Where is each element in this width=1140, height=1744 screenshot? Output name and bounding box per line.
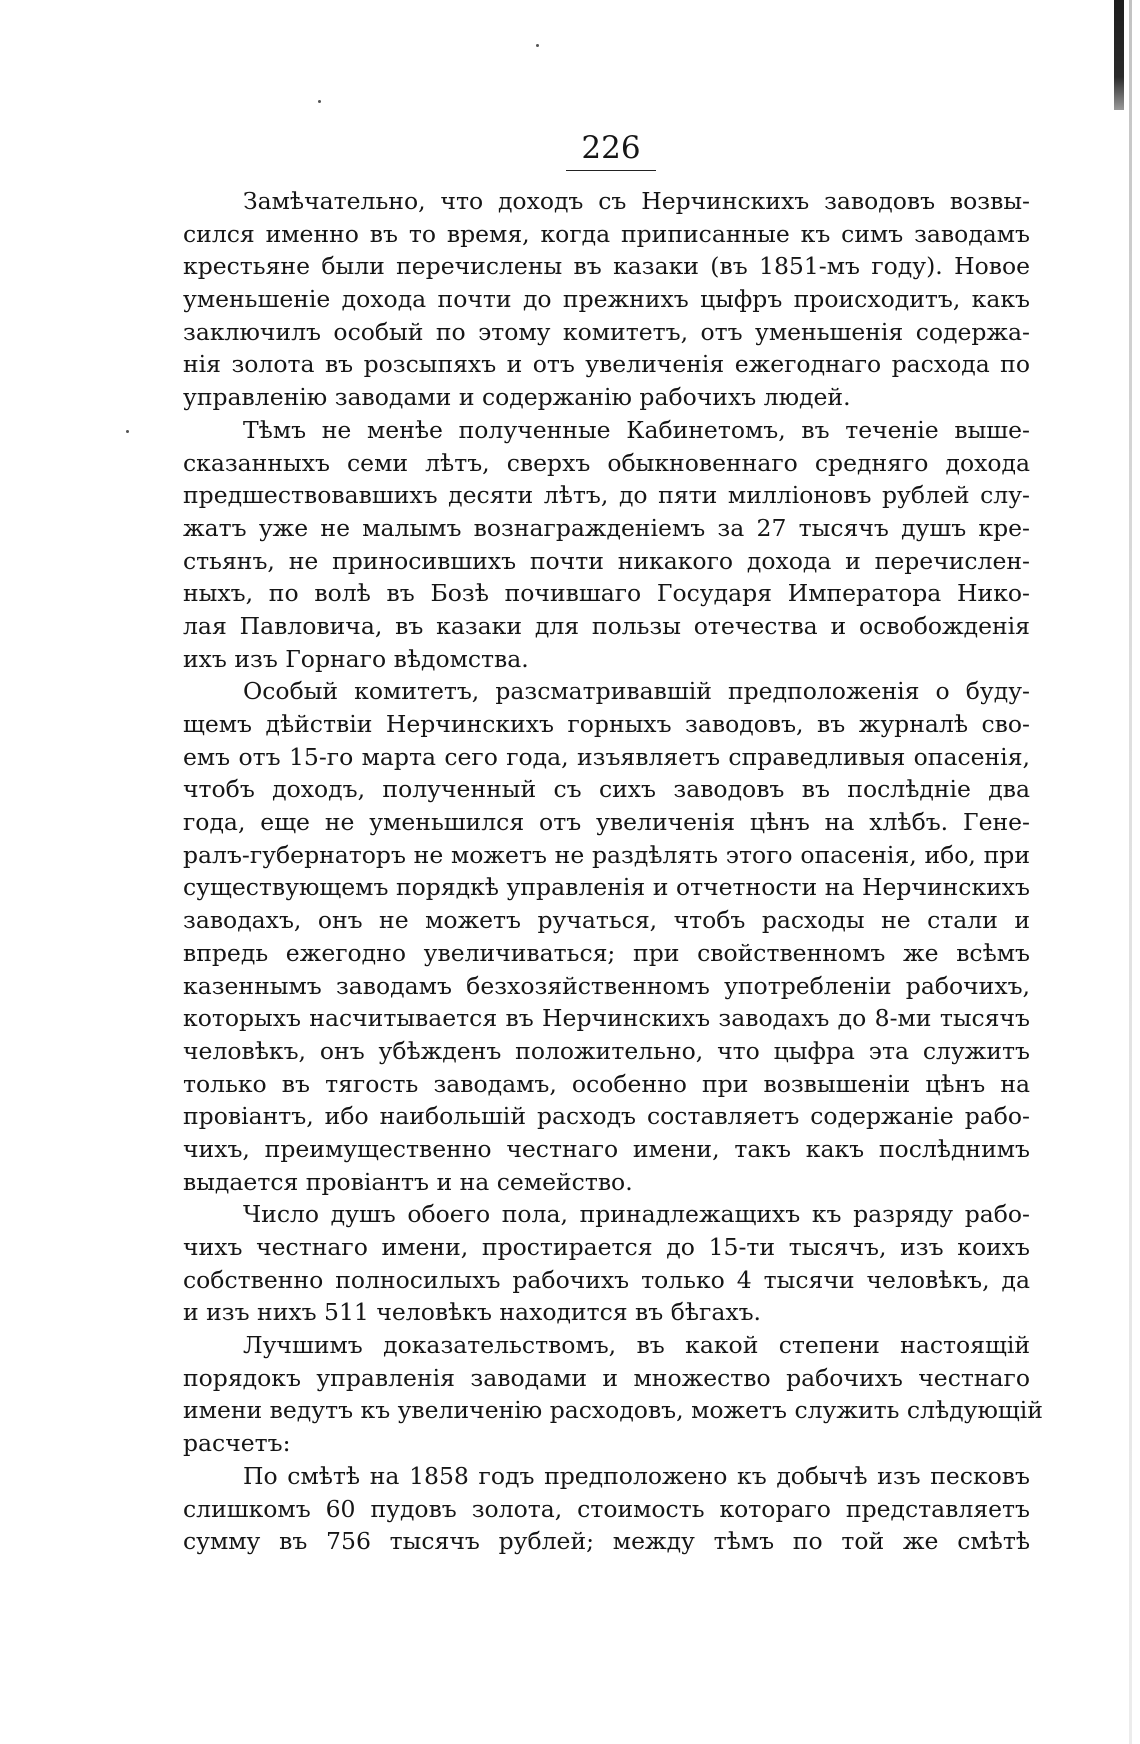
text-line: расчетъ: [183, 1429, 291, 1458]
text-line: лая Павловича, въ казаки для пользы отечества и освобожденія [183, 611, 1030, 640]
paragraph [183, 675, 1030, 1198]
text-line: впредь ежегодно увеличиваться; при свойственномъ же всѣмъ [183, 938, 1030, 967]
text-line: ралъ-губернаторъ не можетъ не раздѣлять этого опасенія, ибо, при [183, 840, 1030, 869]
text-line: Особый комитетъ, разсматривавшій предположенія о буду- [243, 677, 1030, 706]
text-line: емъ отъ 15-го марта сего года, изъявляетъ справедливыя опасенія, [183, 742, 1030, 771]
page-number: 226 [566, 130, 656, 171]
text-line: стьянъ, не приносившихъ почти никакого дохода и перечислен- [183, 546, 1030, 575]
paragraph [183, 1198, 1030, 1329]
text-line: Тѣмъ не менѣе полученные Кабинетомъ, въ теченіе выше- [243, 415, 1030, 444]
scan-speck [536, 44, 539, 47]
text-line: выдается провіантъ и на семейство. [183, 1167, 633, 1196]
text-line: Число душъ обоего пола, принадлежащихъ къ разряду рабо- [243, 1200, 1030, 1229]
text-line: жатъ уже не малымъ вознагражденіемъ за 27 тысячъ душъ кре- [183, 513, 1030, 542]
text-line: сился именно въ то время, когда приписанные къ симъ заводамъ [183, 219, 1030, 248]
text-line: чтобъ доходъ, полученный съ сихъ заводовъ въ послѣдніе два [183, 775, 1030, 804]
text-line: и изъ нихъ 511 человѣкъ находится въ бѣгахъ. [183, 1298, 762, 1327]
text-line: собственно полносилыхъ рабочихъ только 4 тысячи человѣкъ, да [183, 1265, 1030, 1294]
text-line: ныхъ, по волѣ въ Бозѣ почившаго Государя Императора Нико- [183, 579, 1030, 608]
text-line: только въ тягость заводамъ, особенно при возвышеніи цѣнъ на [183, 1069, 1030, 1098]
text-line: Замѣчательно, что доходъ съ Нерчинскихъ заводовъ возвы- [243, 187, 1030, 215]
text-line: сумму въ 756 тысячъ рублей; между тѣмъ по той же смѣтѣ [183, 1527, 1030, 1556]
paragraph [183, 185, 1030, 414]
body-text [183, 185, 1043, 1558]
text-line: сказанныхъ семи лѣтъ, сверхъ обыкновеннаго средняго дохода [183, 448, 1030, 477]
text-line: года, еще не уменьшился отъ увеличенія цѣнъ на хлѣбъ. Гене- [183, 808, 1030, 837]
paragraph [183, 1460, 1030, 1558]
text-line: заводахъ, онъ не можетъ ручаться, чтобъ расходы не стали и [183, 906, 1030, 935]
text-line: имени ведутъ къ увеличенію расходовъ, можетъ служить слѣдующій [183, 1396, 1043, 1425]
text-line: Лучшимъ доказательствомъ, въ какой степени настоящій [243, 1331, 1030, 1360]
text-line: существующемъ порядкѣ управленія и отчетности на Нерчинскихъ [183, 873, 1030, 902]
paragraph [183, 1329, 1043, 1460]
text-line: предшествовавшихъ десяти лѣтъ, до пяти милліоновъ рублей слу- [183, 481, 1030, 510]
text-line: казеннымъ заводамъ безхозяйственномъ употребленіи рабочихъ, [183, 971, 1030, 1000]
text-line: человѣкъ, онъ убѣжденъ положительно, что цыфра эта служитъ [183, 1036, 1030, 1065]
text-line: управленію заводами и содержанію рабочихъ людей. [183, 383, 851, 412]
text-line: По смѣтѣ на 1858 годъ предположено къ добычѣ изъ песковъ [243, 1461, 1030, 1490]
page-edge-shadow [1114, 0, 1124, 110]
text-line: заключилъ особый по этому комитетъ, отъ уменьшенія содержа- [183, 317, 1030, 346]
text-line: ихъ изъ Горнаго вѣдомства. [183, 644, 529, 673]
text-line: чихъ, преимущественно честнаго имени, такъ какъ послѣднимъ [183, 1134, 1030, 1163]
scan-speck [318, 100, 321, 103]
paragraph [183, 414, 1030, 676]
text-line: провіантъ, ибо наибольшій расходъ составляетъ содержаніе рабо- [183, 1102, 1030, 1131]
scan-speck [126, 430, 129, 433]
page-edge-line [1129, 0, 1132, 1744]
text-line: крестьяне были перечислены въ казаки (въ 1851-мъ году). Новое [183, 252, 1030, 281]
text-line: нія золота въ розсыпяхъ и отъ увеличенія ежегоднаго расхода по [183, 350, 1030, 379]
text-line: слишкомъ 60 пудовъ золота, стоимость котораго представляетъ [183, 1494, 1030, 1523]
text-line: чихъ честнаго имени, простирается до 15-ти тысячъ, изъ коихъ [183, 1233, 1030, 1261]
text-line: уменьшеніе дохода почти до прежнихъ цыфръ происходитъ, какъ [183, 285, 1030, 314]
text-line: щемъ дѣйствіи Нерчинскихъ горныхъ заводовъ, въ журналѣ сво- [183, 710, 1030, 738]
text-line: порядокъ управленія заводами и множество рабочихъ честнаго [183, 1363, 1030, 1392]
text-line: которыхъ насчитывается въ Нерчинскихъ заводахъ до 8-ми тысячъ [183, 1004, 1030, 1033]
